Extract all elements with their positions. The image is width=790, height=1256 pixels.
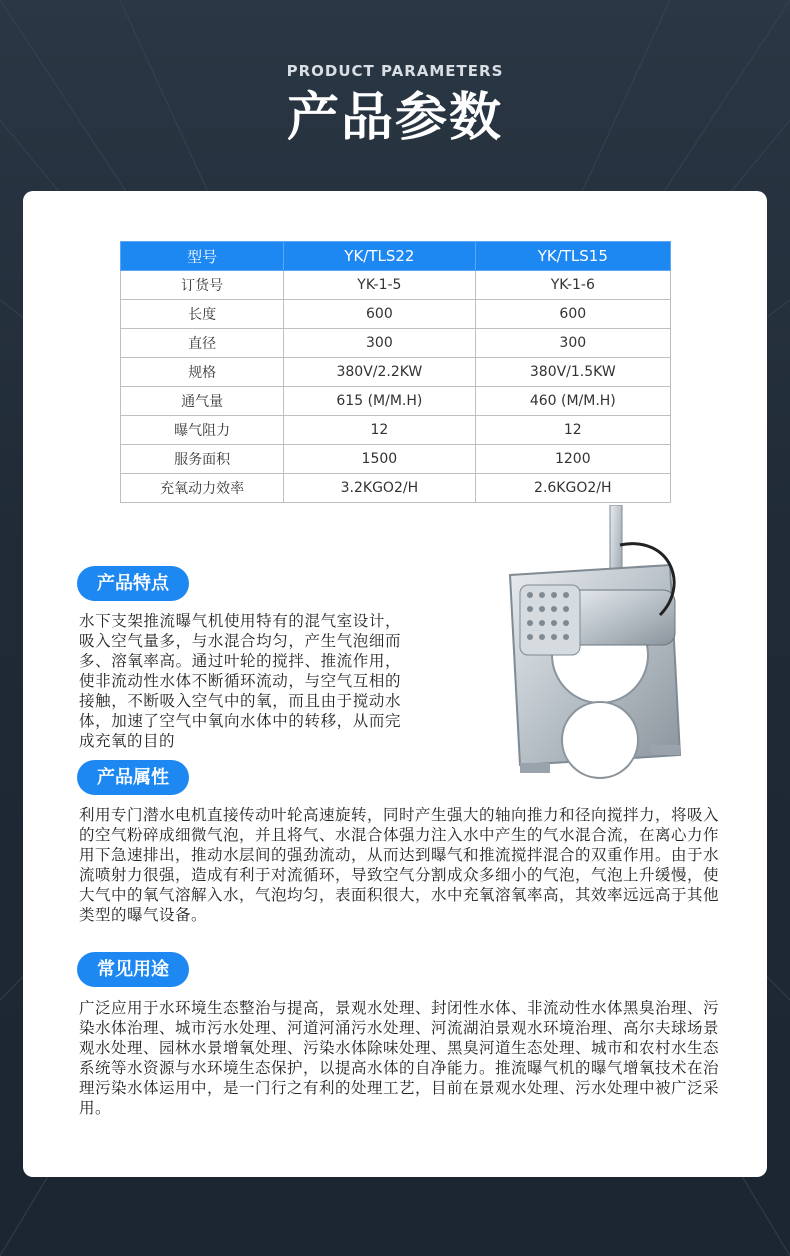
table-cell: 615 (M/M.H) [284, 387, 475, 416]
page-header [0, 62, 790, 148]
table-cell: 通气量 [121, 387, 284, 416]
table-cell: 380V/2.2KW [284, 358, 475, 387]
table-cell: 2.6KGO2/H [475, 474, 670, 503]
properties-heading: 产品属性 [77, 760, 189, 795]
table-cell: 直径 [121, 329, 284, 358]
table-cell: 12 [475, 416, 670, 445]
table-cell: 300 [475, 329, 670, 358]
table-header-cell: YK/TLS22 [284, 242, 475, 271]
table-row [121, 474, 671, 503]
table-header-cell: 型号 [121, 242, 284, 271]
table-cell: 300 [284, 329, 475, 358]
table-cell: 1500 [284, 445, 475, 474]
table-row [121, 387, 671, 416]
table-row [121, 300, 671, 329]
usage-text: 广泛应用于水环境生态整治与提高，景观水处理、封闭性水体、非流动性水体黑臭治理、污染水体治理、城市污水处理、河道河涌污水处理、河流湖泊景观水环境治理、高尔夫球场景观水处理、园林水景增氧处理、污染水体除味处理、黑臭河道生态处理、城市和农村水生态系统等水资源与水环境生态保护，以提高水体的自净能力。推流曝气机的曝气增氧技术在治理污染水体运用中，是一门行之有利的处理工艺，目前在景观水处理、污水处理中被广泛采用。 [79, 999, 720, 1117]
table-row [121, 445, 671, 474]
table-cell: 460 (M/M.H) [475, 387, 670, 416]
header-chinese-title: 产品参数 [286, 88, 503, 148]
features-text: 水下支架推流曝气机使用特有的混气室设计，吸入空气量多，与水混合均匀，产生气泡细而多、溶氧率高。通过叶轮的搅拌、推流作用，使非流动性水体不断循环流动，与空气互相的接触，不断吸入空气中的氧，而且由于搅动水体，加速了空气中氧向水体中的转移，从而完成充氧的目的 [79, 612, 401, 750]
table-cell: 380V/1.5KW [475, 358, 670, 387]
table-cell: YK-1-5 [284, 271, 475, 300]
table-row [121, 416, 671, 445]
aerator-product-icon [470, 505, 710, 795]
table-cell: 1200 [475, 445, 670, 474]
header-english-title: PRODUCT PARAMETERS [286, 62, 504, 80]
table-header-cell: YK/TLS15 [475, 242, 670, 271]
table-cell: 充氧动力效率 [121, 474, 284, 503]
table-cell: 长度 [121, 300, 284, 329]
usage-heading: 常见用途 [77, 952, 189, 987]
content-card [23, 191, 767, 1177]
table-cell: 12 [284, 416, 475, 445]
table-cell: 规格 [121, 358, 284, 387]
table-cell: 曝气阻力 [121, 416, 284, 445]
table-row [121, 271, 671, 300]
table-cell: 服务面积 [121, 445, 284, 474]
table-cell: YK-1-6 [475, 271, 670, 300]
features-heading: 产品特点 [77, 566, 189, 601]
table-cell: 600 [284, 300, 475, 329]
table-row [121, 358, 671, 387]
table-cell: 订货号 [121, 271, 284, 300]
parameters-table [120, 241, 671, 503]
table-cell: 600 [475, 300, 670, 329]
properties-text: 利用专门潜水电机直接传动叶轮高速旋转，同时产生强大的轴向推力和径向搅拌力，将吸入的空气粉碎成细微气泡，并且将气、水混合体强力注入水中产生的气水混合流，在离心力作用下急速排出，推动水层间的强劲流动，从而达到曝气和推流搅拌混合的双重作用。由于水流喷射力很强，造成有利于对流循环，导致空气分割成众多细小的气泡，气泡上升缓慢，使大气中的氧气溶解入水，气泡均匀，表面积很大，水中充氧溶氧率高，其效率远远高于其他类型的曝气设备。 [79, 806, 720, 924]
table-header-row [121, 242, 671, 271]
table-cell: 3.2KGO2/H [284, 474, 475, 503]
table-row [121, 329, 671, 358]
